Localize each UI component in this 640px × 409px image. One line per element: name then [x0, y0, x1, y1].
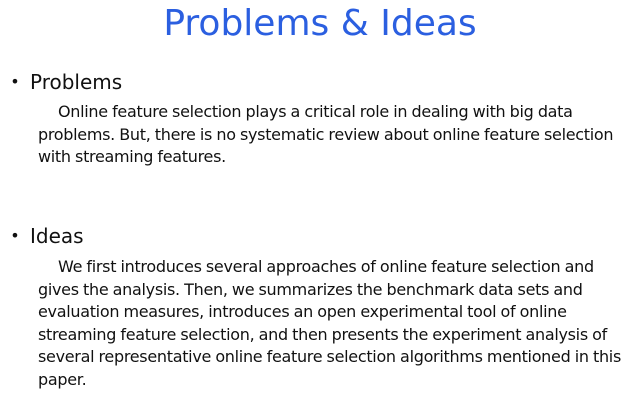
section-body-problems: Online feature selection plays a critical role in dealing with big data problems. But, there is no systematic review about online feature selection with streaming features. — [38, 102, 614, 167]
section-label-ideas: Ideas — [30, 224, 84, 248]
section-heading-problems — [0, 70, 122, 94]
section-body-ideas: We first introduces several approaches of online feature selection and gives the analysis. Then, we summarizes the benchmark data sets and evaluation measures, introduces an open experimental tool of online streaming feature selection, and then presents the experiment analysis of several representative online feature selection algorithms mentioned in this paper. — [38, 257, 621, 389]
bullet-icon: • — [10, 72, 20, 91]
slide-title: Problems & Ideas — [163, 3, 477, 44]
section-heading-ideas — [0, 224, 84, 248]
bullet-icon: • — [10, 226, 20, 245]
section-label-problems: Problems — [30, 70, 123, 94]
